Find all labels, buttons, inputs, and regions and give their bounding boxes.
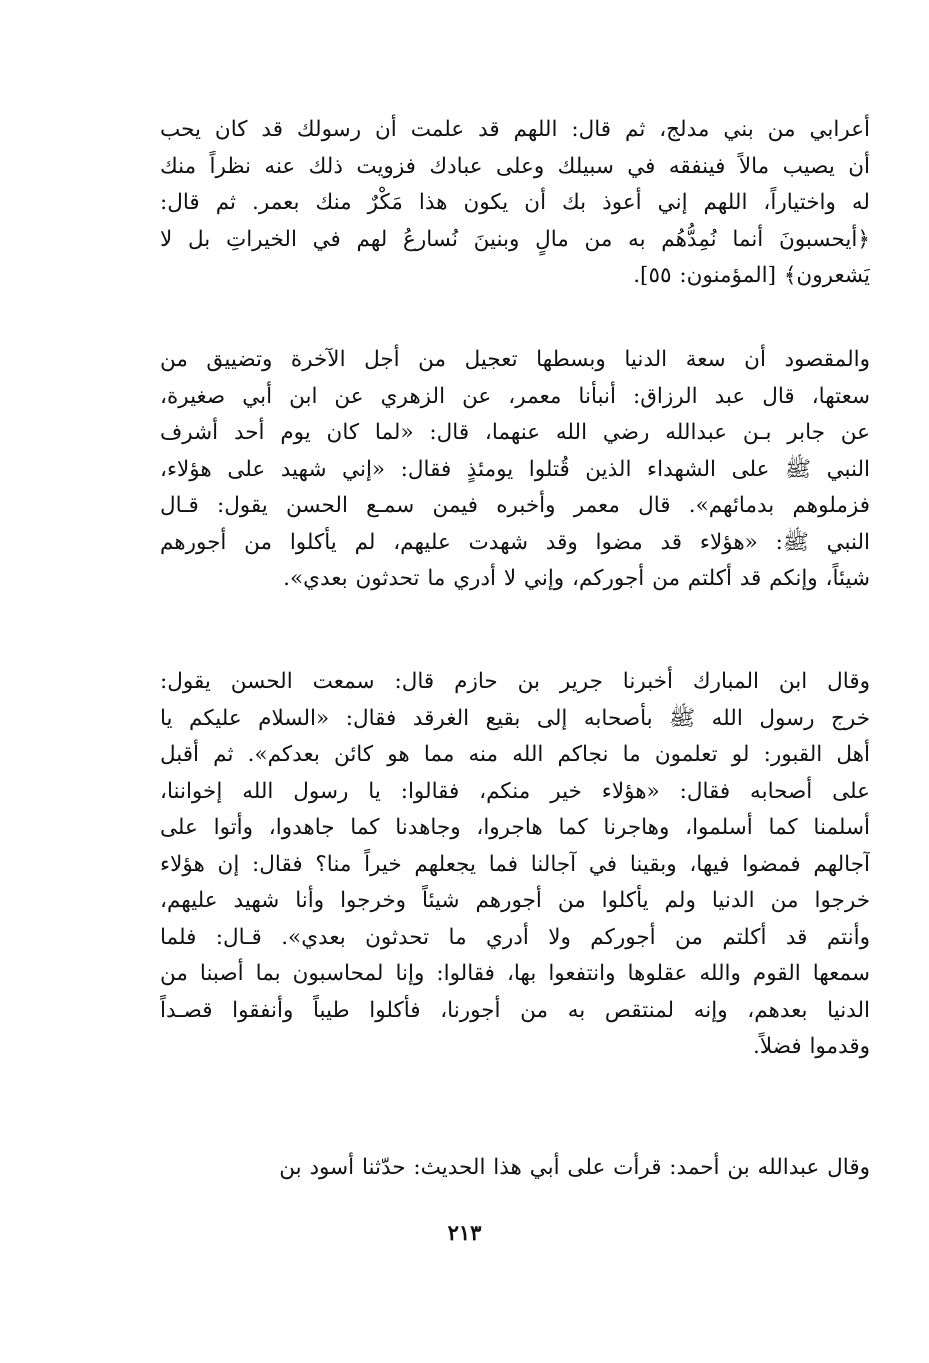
paragraph-4 [160, 1150, 870, 1187]
text-line: عن جابر بـن عبدالله رضي الله عنهما، قال: «لما كان يوم أحد أشرف [160, 420, 870, 445]
text-line: له واختياراً، اللهم إني أعوذ بك أن يكون هذا مَكْرٌ منك بعمر. ثم قال: [160, 190, 870, 215]
paragraph-2 [160, 342, 870, 598]
text-line: على أصحابه فقال: «هؤلاء خير منكم، فقالوا: يا رسول الله إخواننا، [160, 778, 870, 804]
text-line: أعرابي من بني مدلج، ثم قال: اللهم قد علمت أن رسولك قد كان يحب [160, 117, 870, 142]
text-line: وقدموا فضلاً. [753, 1034, 870, 1059]
text-line: ﴿أيحسبونَ أنما نُمِدُّهُم به من مالٍ وبنينَ نُسارعُ لهم في الخيراتِ بل لا [160, 226, 870, 252]
text-line: النبي ﷺ على الشهداء الذين قُتلوا يومئذٍ فقال: «إني شهيد على هؤلاء، [160, 456, 870, 482]
text-line: فزملوهم بدمائهم». قال معمر وأخبره فيمن سمـع الحسن يقول: قـال [160, 493, 870, 518]
text-line: وقال ابن المبارك أخبرنا جرير بن حازم قال: سمعت الحسن يقول: [160, 669, 870, 694]
text-line: والمقصود أن سعة الدنيا وبسطها تعجيل من أجل الآخرة وتضييق من [160, 347, 870, 372]
text-line: وقال عبدالله بن أحمد: قرأت على أبي هذا الحديث: حدّثنا أسود بن [279, 1155, 870, 1180]
text-line: سعتها، قال عبد الرزاق: أنبأنا معمر، عن الزهري عن ابن أبي صغيرة، [160, 383, 870, 409]
text-line: شيئاً، وإنكم قد أكلتم من أجوركم، وإني لا أدري ما تحدثون بعدي». [283, 566, 870, 591]
paragraph-1 [160, 112, 870, 295]
text-line: الدنيا بعدهم، وإنه لمنتقص به من أجورنا، فأكلوا طيباً وأنفقوا قصـداً [160, 997, 870, 1023]
text-line: وأنتم قد أكلتم من أجوركم ولا أدري ما تحدثون بعدي». قـال: فلما [160, 924, 870, 950]
paragraph-3 [160, 664, 870, 1066]
text-line: النبي ﷺ: «هؤلاء قد مضوا وقد شهدت عليهم، لم يأكلوا من أجورهم [160, 529, 870, 555]
text-line: أهل القبور: لو تعلمون ما نجاكم الله منه مما هو كائن بعدكم». ثم أقبل [160, 742, 870, 767]
text-line: آجالهم فمضوا فيها، وبقينا في آجالنا فما يجعلهم خيراً منا؟ فقال: إن هؤلاء [160, 851, 870, 877]
text-line: أسلمنا كما أسلموا، وهاجرنا كما هاجروا، وجاهدنا كما جاهدوا، وأتوا على [160, 815, 870, 840]
page-number: ٢١٣ [447, 1220, 482, 1245]
text-line: خرجوا من الدنيا ولم يأكلوا من أجورهم شيئاً وخرجوا وأنا شهيد عليهم، [160, 888, 870, 913]
text-line: سمعها القوم والله عقلوها وانتفعوا بها، فقالوا: وإنا لمحاسبون بما أصبنا من [160, 961, 870, 986]
text-line: خرج رسول الله ﷺ بأصحابه إلى بقيع الغرقد فقال: «السلام عليكم يا [160, 705, 870, 731]
text-line: يَشعرون﴾ [المؤمنون: ٥٥]. [633, 263, 870, 288]
text-line: أن يصيب مالاً فينفقه في سبيلك وعلى عبادك فزويت ذلك عنه نظراً منك [160, 153, 870, 179]
